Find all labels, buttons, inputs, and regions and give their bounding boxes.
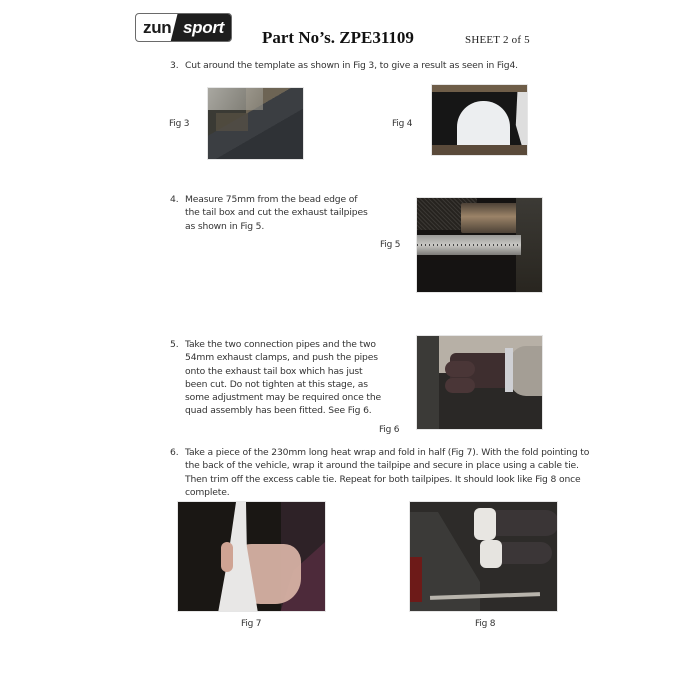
- photo-detail: [461, 203, 521, 233]
- step-text: [185, 446, 589, 499]
- step-line: the tail box and cut the exhaust tailpipes: [185, 207, 368, 219]
- fig-5-photo: [416, 197, 543, 293]
- fig-7-photo: [177, 501, 326, 612]
- fig-5-label: Fig 5: [380, 240, 401, 250]
- step-number: 3.: [170, 60, 179, 71]
- step-text: [185, 338, 381, 418]
- zunsport-logo: [135, 13, 232, 42]
- fig-6-label: Fig 6: [379, 425, 400, 435]
- fig-6-photo: [416, 335, 543, 430]
- step-number: 4.: [170, 194, 179, 205]
- photo-detail: [511, 92, 527, 147]
- fig-8-label: Fig 8: [475, 619, 496, 629]
- photo-detail: [432, 85, 527, 92]
- logo-text-zun: zun: [143, 18, 172, 37]
- fig-3-label: Fig 3: [169, 119, 190, 129]
- fig-7-label: Fig 7: [241, 619, 262, 629]
- step-number: 6.: [170, 447, 179, 458]
- photo-detail: [505, 348, 513, 392]
- step-line: some adjustment may be required once the: [185, 392, 382, 404]
- fig-4-label: Fig 4: [392, 119, 413, 129]
- photo-detail: [445, 361, 475, 377]
- fig-4-photo: [431, 84, 528, 156]
- photo-detail: [417, 336, 439, 430]
- step-6: [170, 446, 590, 502]
- fig-3-photo: [207, 87, 304, 160]
- photo-detail: [480, 540, 502, 568]
- step-line: been cut. Do not tighten at this stage, as: [185, 378, 368, 390]
- step-3: [170, 59, 570, 73]
- photo-detail: [510, 346, 542, 396]
- photo-detail: [221, 542, 233, 572]
- sheet-number: SHEET 2 of 5: [465, 34, 530, 46]
- step-line: as shown in Fig 5.: [185, 220, 265, 232]
- photo-detail: [445, 378, 475, 393]
- photo-detail: [457, 101, 510, 147]
- step-line: complete.: [185, 486, 230, 498]
- step-text: Cut around the template as shown in Fig 3, to give a result as seen in Fig4.: [185, 60, 518, 71]
- step-line: quad assembly has been fitted. See Fig 6.: [185, 405, 372, 417]
- step-line: Take the two connection pipes and the two: [185, 339, 376, 350]
- photo-detail: [432, 145, 527, 155]
- logo-text-sport: sport: [183, 18, 225, 37]
- photo-detail: [410, 557, 422, 602]
- step-line: 54mm exhaust clamps, and push the pipes: [185, 352, 378, 364]
- photo-detail: [474, 508, 496, 540]
- step-line: onto the exhaust tail box which has just: [185, 365, 363, 377]
- step-line: Measure 75mm from the bead edge of: [185, 194, 358, 205]
- fig-8-photo: [409, 501, 558, 612]
- step-text: [185, 193, 368, 233]
- step-line: the back of the vehicle, wrap it around the tailpipe and secure in place using a cable tie.: [185, 460, 579, 472]
- step-number: 5.: [170, 339, 179, 350]
- step-line: Then trim off the excess cable tie. Repeat for both tailpipes. It should look like Fig 8 once: [185, 473, 581, 485]
- step-5: [170, 338, 395, 420]
- step-4: [170, 193, 390, 235]
- step-line: Take a piece of the 230mm long heat wrap and fold in half (Fig 7). With the fold pointing to: [185, 447, 590, 458]
- photo-detail: [417, 235, 521, 255]
- part-number-title: Part No’s. ZPE31109: [262, 28, 414, 47]
